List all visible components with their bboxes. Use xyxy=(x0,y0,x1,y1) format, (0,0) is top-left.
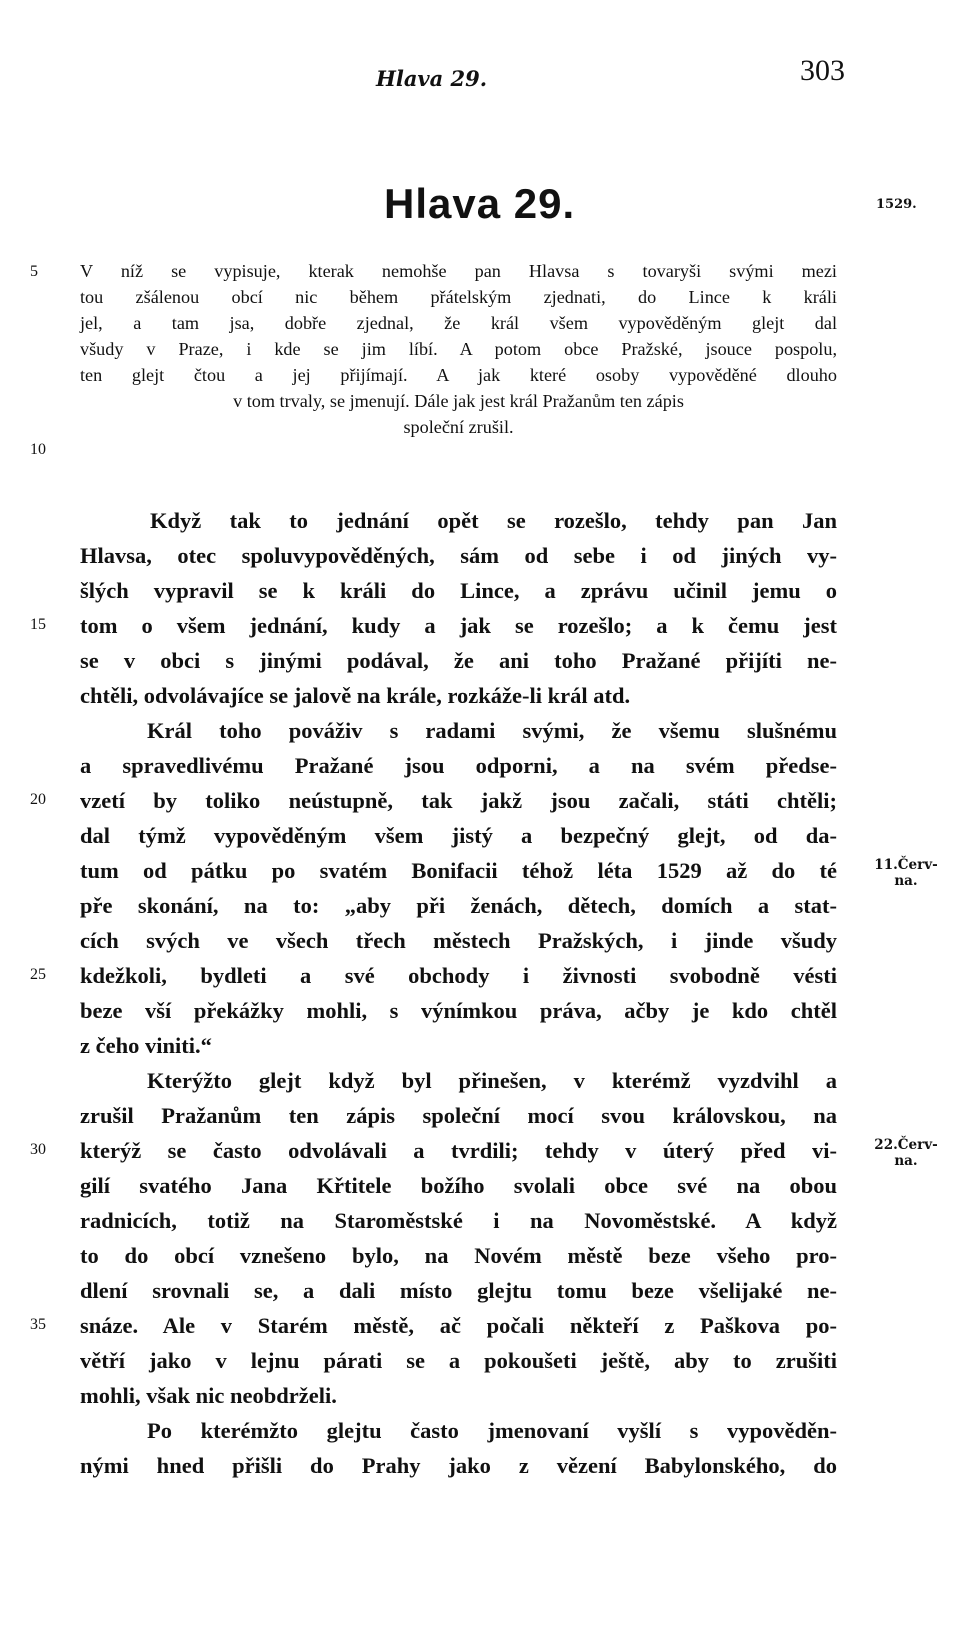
body-line: šlých vypravil se k králi do Lince, a zprávu učinil jemu o xyxy=(80,578,837,603)
summary-line: jel, a tam jsa, dobře zjednal, že král všem vypověděným glejt dal xyxy=(80,313,837,333)
body-line: tum od pátku po svatém Bonifacii téhož léta 1529 až do té xyxy=(80,858,837,883)
body-line: a spravedlivému Pražané jsou odporni, a na svém předse- xyxy=(80,753,837,778)
body-line: kterýž se často odvolávali a tvrdili; tehdy v úterý před vi- xyxy=(80,1138,837,1163)
body-line: pře skonání, na to: „aby při ženách, dětech, domích a stat- xyxy=(80,893,837,918)
line-number: 25 xyxy=(30,966,46,983)
body-line: kdežkoli, bydleti a své obchody i živnosti svobodně vésti xyxy=(80,963,837,988)
body-line: radnicích, totiž na Staroměstské i na Novoměstské. A když xyxy=(80,1208,837,1233)
margin-date-line: 11.Červ- xyxy=(874,857,938,873)
body-line: Král toho pováživ s radami svými, že všemu slušnému xyxy=(147,718,837,743)
body-line: dlení srovnali se, a dali místo glejtu tomu beze všelijaké ne- xyxy=(80,1278,837,1303)
margin-date-note xyxy=(858,857,954,889)
body-line: snáze. Ale v Starém městě, ač počali někteří z Paškova po- xyxy=(80,1313,837,1338)
year-margin-note: 1529. xyxy=(876,197,917,212)
chapter-title: Hlava 29. xyxy=(384,180,576,227)
body-line: zrušil Pražanům ten zápis společní mocí svou královskou, na xyxy=(80,1103,837,1128)
body-line: Kterýžto glejt když byl přinešen, v kterémž vyzdvihl a xyxy=(147,1068,837,1093)
summary-line: V níž se vypisuje, kterak nemohše pan Hlavsa s tovaryši svými mezi xyxy=(80,261,837,281)
line-number: 10 xyxy=(30,441,46,458)
body-line: to do obcí vznešeno bylo, na Novém městě beze všeho pro- xyxy=(80,1243,837,1268)
body-line: nými hned přišli do Prahy jako z vězení Babylonského, do xyxy=(80,1453,837,1478)
body-line: dal týmž vypověděným všem jistý a bezpečný glejt, od da- xyxy=(80,823,837,848)
body-line: větří jako v lejnu párati se a pokoušeti ještě, aby to zrušiti xyxy=(80,1348,837,1373)
body-line: beze vší překážky mohli, s výnímkou práva, ačby je kdo chtěl xyxy=(80,998,837,1023)
body-line: chtěli, odvolávajíce se jalově na krále, rozkáže-li král atd. xyxy=(80,683,631,708)
margin-date-note xyxy=(858,1137,954,1169)
body-line: Po kterémžto glejtu často jmenovaní vyšlí s vypověděn- xyxy=(147,1418,837,1443)
running-head-title: Hlava 29. xyxy=(376,66,488,91)
body-line: tom o všem jednání, kudy a jak se rozešlo; a k čemu jest xyxy=(80,613,837,638)
line-number: 35 xyxy=(30,1316,46,1333)
line-number: 30 xyxy=(30,1141,46,1158)
margin-date-line: 22.Červ- xyxy=(874,1137,938,1153)
summary-line: společní zrušil. xyxy=(403,417,514,437)
line-number: 15 xyxy=(30,616,46,633)
body-line: Když tak to jednání opět se rozešlo, tehdy pan Jan xyxy=(150,508,837,533)
body-line: z čeho viniti.“ xyxy=(80,1033,212,1058)
margin-date-line: na. xyxy=(894,1153,918,1169)
body-line: se v obci s jinými podával, že ani toho Pražané přijíti ne- xyxy=(80,648,837,673)
body-line: Hlavsa, otec spoluvypověděných, sám od sebe i od jiných vy- xyxy=(80,543,837,568)
running-head xyxy=(0,52,960,92)
line-number: 20 xyxy=(30,791,46,808)
summary-line: ten glejt čtou a jej přijímají. A jak které osoby vypověděné dlouho xyxy=(80,365,837,385)
body-line: mohli, však nic neobdrželi. xyxy=(80,1383,337,1408)
line-number: 5 xyxy=(30,263,38,280)
summary-line: v tom trvaly, se jmenují. Dále jak jest král Pražanům ten zápis xyxy=(233,391,684,411)
margin-date-line: na. xyxy=(894,873,918,889)
page-number: 303 xyxy=(800,54,845,87)
body-line: vzetí by toliko neústupně, tak jakž jsou začali, státi chtěli; xyxy=(80,788,837,813)
summary-line: všudy v Praze, i kde se jim líbí. A potom obce Pražské, jsouce pospolu, xyxy=(80,339,837,359)
summary-line: tou zšálenou obcí nic během přátelským zjednati, do Lince k králi xyxy=(80,287,837,307)
body-line: gilí svatého Jana Křtitele božího svolali obce své na obou xyxy=(80,1173,837,1198)
body-line: cích svých ve všech třech městech Pražských, i jinde všudy xyxy=(80,928,837,953)
